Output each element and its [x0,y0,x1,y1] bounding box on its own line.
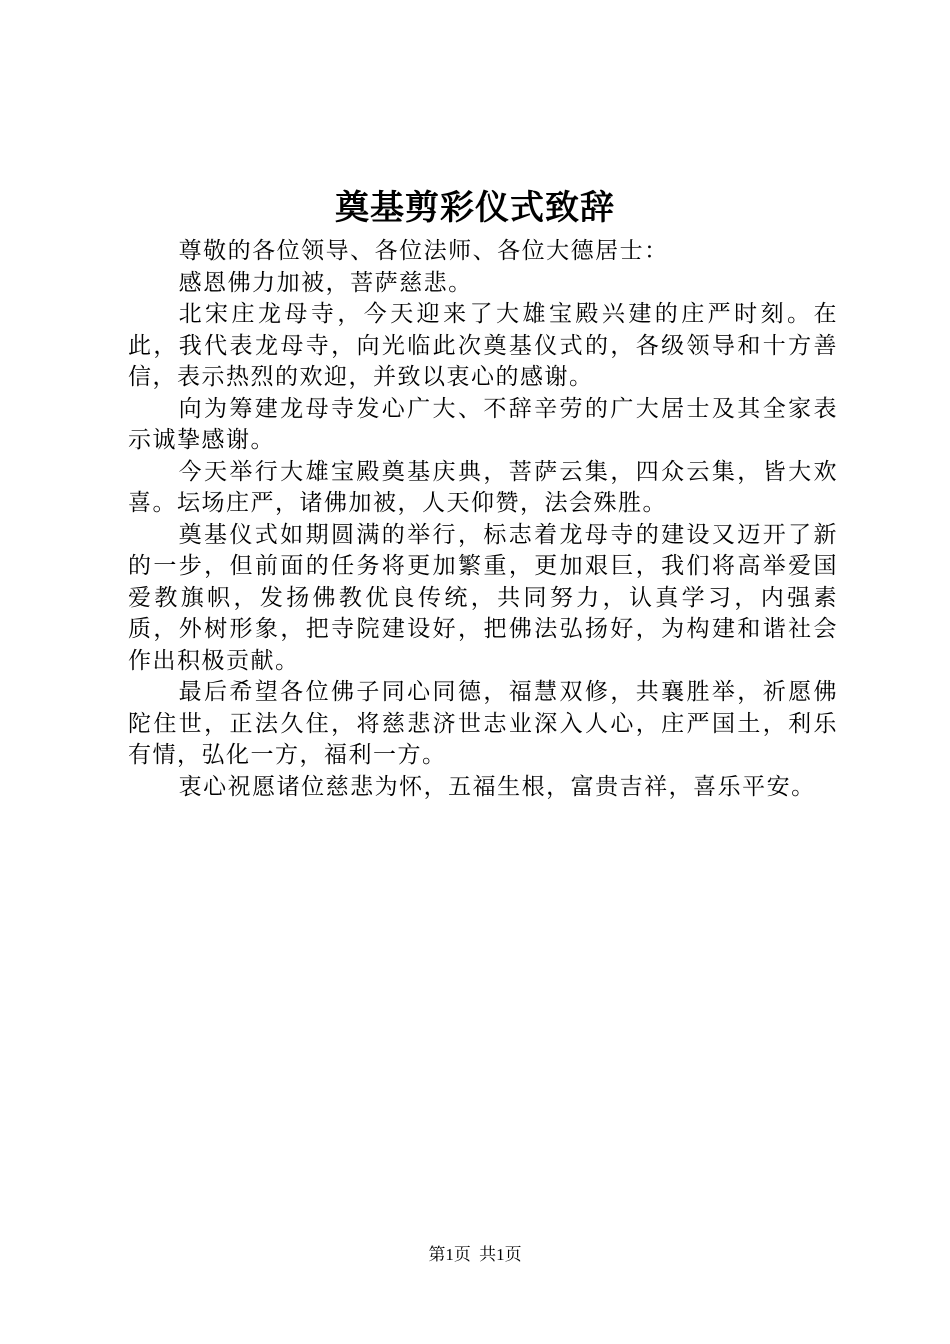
document-body [128,236,838,803]
page-footer [0,1244,950,1266]
body-paragraph: 感恩佛力加被，菩萨慈悲。 [178,269,473,296]
body-paragraph: 最后希望各位佛子同心同德，福慧双修，共襄胜举，祈愿佛陀住世，正法久住，将慈悲济世志业深入人心，庄严国土，利乐有情，弘化一方，福利一方。 [128,679,838,768]
body-paragraph: 奠基仪式如期圆满的举行，标志着龙母寺的建设又迈开了新的一步，但前面的任务将更加繁重，更加艰巨，我们将高举爱国爱教旗帜，发扬佛教优良传统，共同努力，认真学习，内强素质，外树形象，把寺院建设好，把佛法弘扬好，为构建和谐社会作出积极贡献。 [128,521,838,674]
body-paragraph: 今天举行大雄宝殿奠基庆典，菩萨云集，四众云集，皆大欢喜。坛场庄严，诸佛加被，人天仰赞，法会殊胜。 [128,458,838,516]
salutation-paragraph: 尊敬的各位领导、各位法师、各位大德居士： [178,238,669,264]
page-total: 共1页 [479,1245,522,1264]
document-title: 奠基剪彩仪式致辞 [335,188,615,228]
closing-paragraph: 衷心祝愿诸位慈悲为怀，五福生根，富贵吉祥，喜乐平安。 [178,773,816,800]
body-paragraph: 向为筹建龙母寺发心广大、不辞辛劳的广大居士及其全家表示诚挚感谢。 [128,395,838,453]
page-number: 第1页 [428,1245,471,1264]
body-paragraph: 北宋庄龙母寺，今天迎来了大雄宝殿兴建的庄严时刻。在此，我代表龙母寺，向光临此次奠基仪式的，各级领导和十方善信，表示热烈的欢迎，并致以衷心的感谢。 [128,301,838,390]
